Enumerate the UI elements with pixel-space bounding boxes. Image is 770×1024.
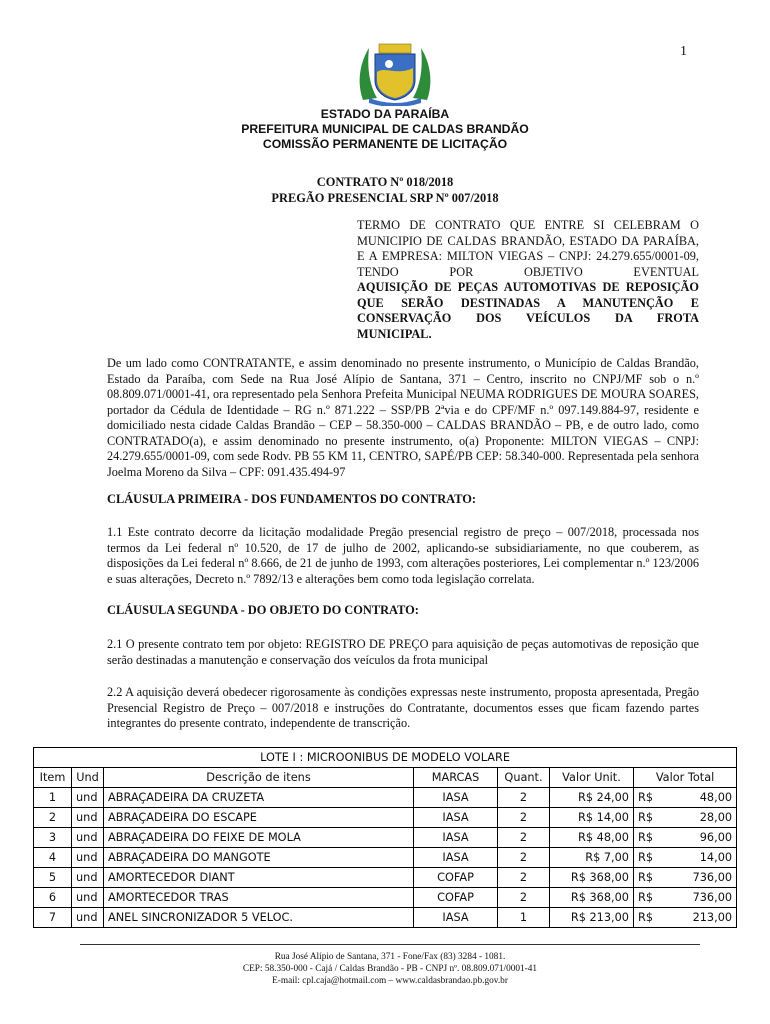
row-quantity: 2 [498, 828, 550, 848]
row-total-value [634, 828, 737, 848]
currency-symbol: R$ [638, 791, 654, 804]
row-total-value [634, 908, 737, 928]
contract-heading [60, 175, 710, 206]
clause-second-title: CLÁUSULA SEGUNDA - DO OBJETO DO CONTRATO: [107, 603, 419, 617]
total-amount: 28,00 [699, 811, 733, 824]
currency-symbol: R$ [638, 911, 654, 924]
total-amount: 736,00 [692, 871, 733, 884]
clause-second-text-1: 2.1 O presente contrato tem por objeto: REGISTRO DE PREÇO para aquisição de peças automotivas de reposição que serão destinadas a manutenção e conservação dos veículos da frota municipal [107, 637, 699, 667]
state-name: ESTADO DA PARAÍBA [320, 107, 450, 121]
row-quantity: 2 [498, 848, 550, 868]
row-description: ANEL SINCRONIZADOR 5 VELOC. [104, 908, 414, 928]
total-amount: 14,00 [699, 851, 733, 864]
table-header-row [34, 768, 737, 788]
row-unit-value: R$ 48,00 [550, 828, 634, 848]
footer-divider [80, 944, 700, 945]
currency-symbol: R$ [638, 851, 654, 864]
row-unit-value: R$ 213,00 [550, 908, 634, 928]
table-body [34, 788, 737, 928]
row-item: 1 [34, 788, 72, 808]
row-quantity: 2 [498, 808, 550, 828]
page-number: 1 [680, 44, 687, 59]
table-row [34, 788, 737, 808]
row-und: und [72, 868, 104, 888]
row-description: ABRAÇADEIRA DA CRUZETA [104, 788, 414, 808]
row-quantity: 2 [498, 888, 550, 908]
table-row [34, 848, 737, 868]
row-und: und [72, 808, 104, 828]
row-description: ABRAÇADEIRA DO MANGOTE [104, 848, 414, 868]
table-row [34, 908, 737, 928]
lote-title: LOTE I : MICROONIBUS DE MODELO VOLARE [34, 748, 737, 768]
footer-cep-cnpj: CEP: 58.350-000 - Cajá / Caldas Brandão - PB - CNPJ nº. 08.809.071/0001-41 [242, 964, 538, 974]
municipal-seal-icon [355, 40, 435, 106]
clause-first-title: CLÁUSULA PRIMEIRA - DOS FUNDAMENTOS DO CONTRATO: [107, 492, 477, 506]
row-item: 3 [34, 828, 72, 848]
row-item: 7 [34, 908, 72, 928]
row-brand: IASA [414, 908, 498, 928]
row-description: AMORTECEDOR TRAS [104, 888, 414, 908]
clause-second-text-2: 2.2 A aquisição deverá obedecer rigorosamente às condições expressas neste instrumento, proposta apresentada, Pregão Presencial Registro de Preço – 007/2018 e instruções do Contratante, documentos esses que ficam fazendo partes integrantes do presente contrato, independente de transcrição. [107, 685, 699, 730]
row-und: und [72, 908, 104, 928]
header-total-value: Valor Total [634, 768, 737, 788]
header-quantity: Quant. [498, 768, 550, 788]
row-item: 4 [34, 848, 72, 868]
total-amount: 48,00 [699, 791, 733, 804]
row-brand: COFAP [414, 868, 498, 888]
row-unit-value: R$ 368,00 [550, 868, 634, 888]
row-description: ABRAÇADEIRA DO ESCAPE [104, 808, 414, 828]
row-total-value [634, 848, 737, 868]
row-quantity: 2 [498, 788, 550, 808]
row-und: und [72, 848, 104, 868]
row-total-value [634, 888, 737, 908]
table-row [34, 868, 737, 888]
items-table [33, 747, 737, 928]
total-amount: 96,00 [699, 831, 733, 844]
header-und: Und [72, 768, 104, 788]
term-plain-text: TERMO DE CONTRATO QUE ENTRE SI CELEBRAM O MUNICIPIO DE CALDAS BRANDÃO, ESTADO DA PARAÍBA, E A EMPRESA: MILTON VIEGAS – CNPJ: 24.279.655/0001-09, TENDO POR OBJETIVO EVENTUAL [357, 218, 699, 279]
row-quantity: 1 [498, 908, 550, 928]
row-brand: IASA [414, 828, 498, 848]
header-brand: MARCAS [414, 768, 498, 788]
header-item: Item [34, 768, 72, 788]
table-row [34, 888, 737, 908]
institution-header [60, 107, 710, 152]
row-item: 2 [34, 808, 72, 828]
currency-symbol: R$ [638, 831, 654, 844]
footer-address: Rua José Alípio de Santana, 371 - Fone/Fax (83) 3284 - 1081. [274, 952, 506, 962]
total-amount: 213,00 [692, 911, 733, 924]
row-brand: IASA [414, 808, 498, 828]
table-row [34, 808, 737, 828]
currency-symbol: R$ [638, 811, 654, 824]
lote-title-row [34, 748, 737, 768]
row-und: und [72, 788, 104, 808]
currency-symbol: R$ [638, 871, 654, 884]
row-unit-value: R$ 7,00 [550, 848, 634, 868]
header-unit-value: Valor Unit. [550, 768, 634, 788]
pregao-number: PREGÃO PRESENCIAL SRP Nº 007/2018 [271, 190, 499, 205]
row-total-value [634, 868, 737, 888]
row-unit-value: R$ 368,00 [550, 888, 634, 908]
intro-paragraph: De um lado como CONTRATANTE, e assim denominado no presente instrumento, o Município de Caldas Brandão, Estado da Paraíba, com Sede na Rua José Alípio de Santana, 371 – Centro, inscrito no CNPJ/MF sob o n.º 08.809.071/0001-41, ora representado pela Senhora Prefeita Municipal NEUMA RODRIGUES DE MOURA SOARES, portador da Cédula de Identidade – RG n.º 871.222 – SSP/PB 2ªvia e do CPF/MF n.º 097.149.884-97, residente e domiciliado nesta cidade Caldas Brandão – CEP – 58.350-000 – CALDAS BRANDÃO – PB, e de outro lado, como CONTRATADO(a), e assim denominado no presente instrumento, o(a) Proponente: MILTON VIEGAS – CNPJ: 24.279.655/0001-09, com sede Rodv. PB 55 KM 11, CENTRO, SAPÉ/PB CEP: 58.340-000. Representada pela senhora Joelma Moreno da Silva – CPF: 091.435.494-97 [107, 356, 699, 479]
commission-name: COMISSÃO PERMANENTE DE LICITAÇÃO [262, 137, 508, 151]
row-und: und [72, 888, 104, 908]
row-und: und [72, 828, 104, 848]
currency-symbol: R$ [638, 891, 654, 904]
contract-term-summary [357, 218, 699, 342]
row-unit-value: R$ 14,00 [550, 808, 634, 828]
term-bold-last: MUNICIPAL. [357, 326, 432, 341]
row-description: ABRAÇADEIRA DO FEIXE DE MOLA [104, 828, 414, 848]
row-description: AMORTECEDOR DIANT [104, 868, 414, 888]
row-quantity: 2 [498, 868, 550, 888]
contract-number: CONTRATO Nº 018/2018 [316, 175, 454, 189]
page-footer [80, 951, 700, 987]
row-item: 5 [34, 868, 72, 888]
total-amount: 736,00 [692, 891, 733, 904]
row-item: 6 [34, 888, 72, 908]
clause-first-text: 1.1 Este contrato decorre da licitação modalidade Pregão presencial registro de preço – 007/2018, processada nos termos da Lei federal nº 10.520, de 17 de julho de 2002, aplicando-se subsidiariamente, no que couberem, as disposições da Lei federal nº 8.666, de 21 de junho de 1993, com alterações posteriores, Lei complementar n.º 123/2006 e suas alterações, Decreto n.º 7892/13 e alterações bem como toda legislação correlata. [107, 525, 699, 586]
row-unit-value: R$ 24,00 [550, 788, 634, 808]
term-bold-text: AQUISIÇÃO DE PEÇAS AUTOMOTIVAS DE REPOSIÇÃO QUE SERÃO DESTINADAS A MANUTENÇÃO E CONSERVAÇÃO DOS VEÍCULOS DA FROTA [357, 280, 699, 325]
prefecture-name: PREFEITURA MUNICIPAL DE CALDAS BRANDÃO [241, 122, 529, 136]
row-total-value [634, 808, 737, 828]
row-total-value [634, 788, 737, 808]
header-description: Descrição de itens [104, 768, 414, 788]
footer-contact: E-mail: cpl.caja@hotmail.com – www.caldasbrandao.pb.gov.br [272, 976, 508, 986]
row-brand: COFAP [414, 888, 498, 908]
row-brand: IASA [414, 848, 498, 868]
row-brand: IASA [414, 788, 498, 808]
table-row [34, 828, 737, 848]
